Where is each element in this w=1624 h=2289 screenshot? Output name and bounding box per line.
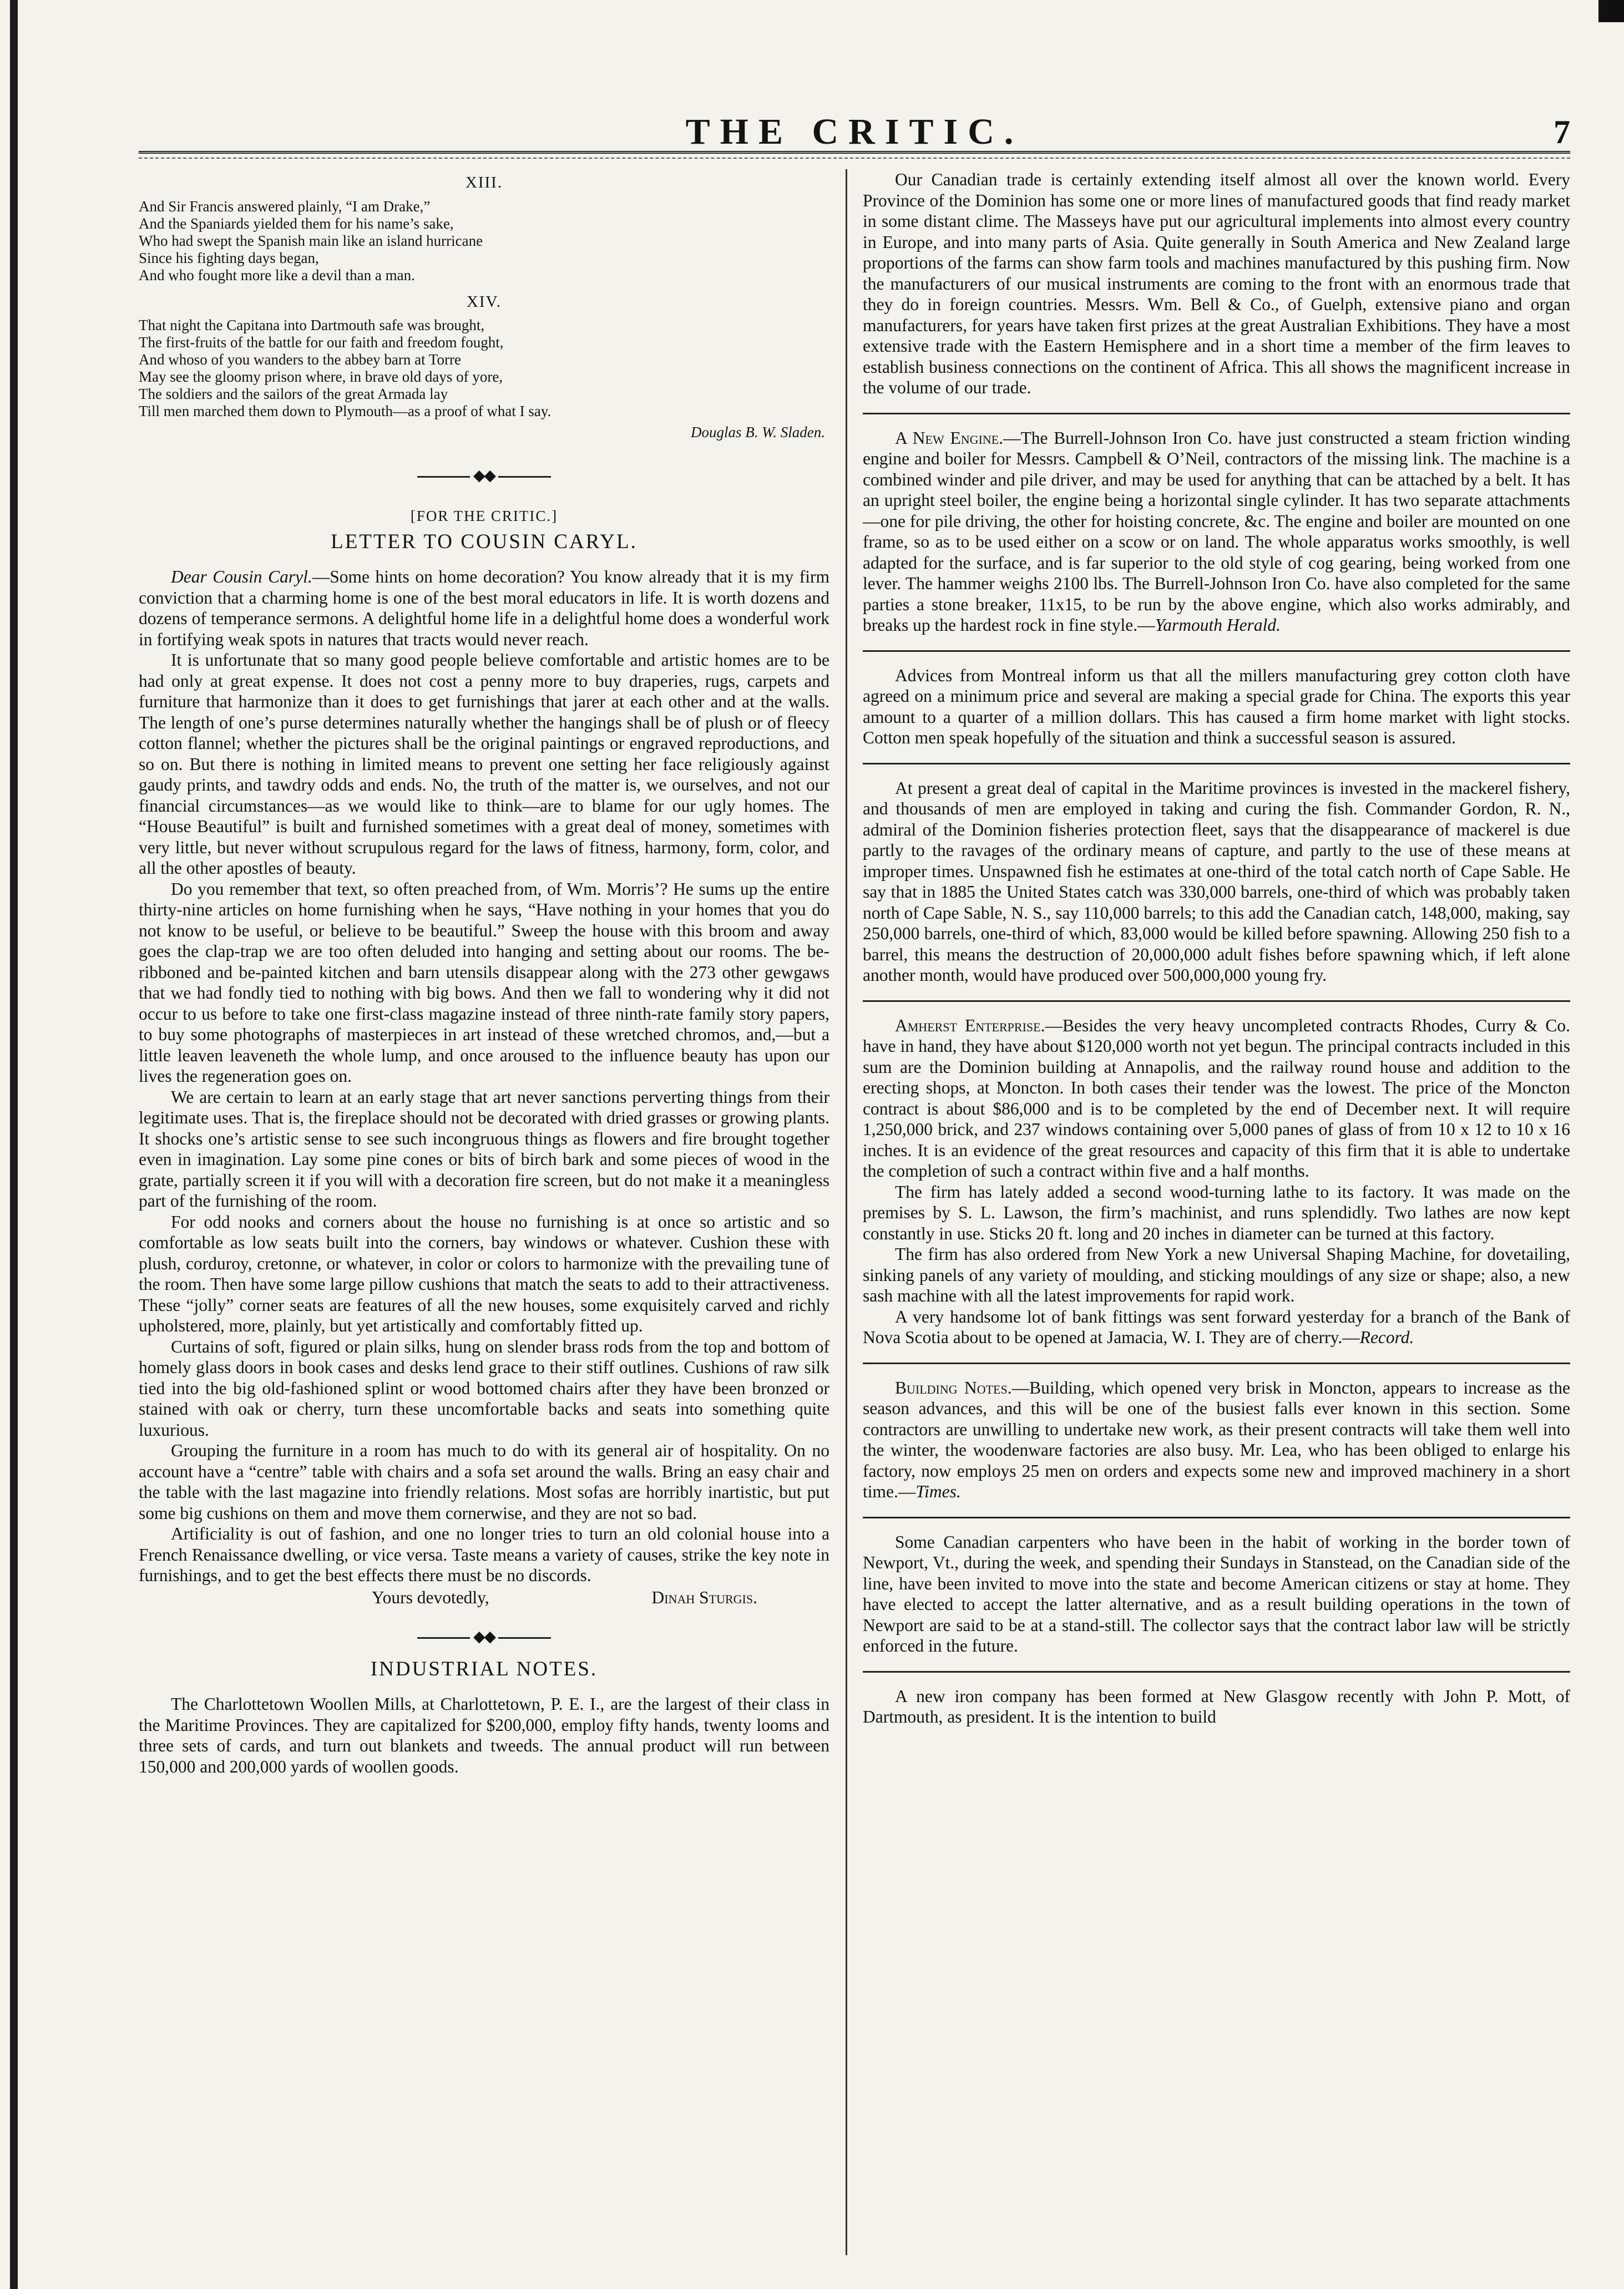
poem-line: Till men marched them down to Plymouth—as a proof of what I say. bbox=[139, 403, 552, 419]
article-amherst-paragraph: The firm has also ordered from New York a new Universal Shaping Machine, for dovetailing, sinking panels of any variety of moulding, and sticking mouldings of any size or shape; also, a new sash machine with all the latest improvements for rapid work. bbox=[863, 1244, 1570, 1305]
article-lead: Amherst Enterprise. bbox=[895, 1015, 1045, 1035]
article-source: Record. bbox=[1359, 1328, 1414, 1347]
industrial-headline: INDUSTRIAL NOTES. bbox=[370, 1657, 598, 1680]
poem-line: And Sir Francis answered plainly, “I am Drake,” bbox=[139, 197, 431, 215]
article-source: Times. bbox=[915, 1482, 961, 1501]
article-canadian-trade: Our Canadian trade is certainly extending itself almost all over the known world. Every Province of the Dominion has some one or more lines of manufactured goods that find ready market in some distant clime. The Masseys have put our agricultural implements into almost every country in Europe, and into many parts of Asia. Quite generally in South America and New Zealand large proportions of the farms can show farm tools and machines manufactured by this pushing firm. Now the manufacturers of our musical instruments are coming to the front with an enormous trade that they do in foreign countries. Messrs. Wm. Bell & Co., of Guelph, extensive piano and organ manufacturers, for years have taken first prizes at the great Australian Exhibitions. They have a most extensive trade with the Eastern Hemisphere and in a short time a member of the firm leaves to establish business connections on the continent of Africa. This all shows the magnificent increase in the volume of our trade. bbox=[863, 170, 1570, 397]
industrial-paragraph: The Charlottetown Woollen Mills, at Charlottetown, P. E. I., are the largest of their class in the Maritime Provinces. They are capitalized for $200,000, employ fifty hands, twenty looms and three sets of cards, and turn out blankets and tweeds. The annual product will run between 150,000 and 200,000 yards of woollen goods. bbox=[139, 1694, 829, 1776]
section-rule bbox=[863, 1363, 1570, 1364]
masthead-title: THE CRITIC. bbox=[685, 112, 1024, 152]
poem-stanza bbox=[139, 198, 829, 284]
section-rule bbox=[863, 1517, 1570, 1518]
article-iron-company: A new iron company has been formed at New Glasgow recently with John P. Mott, of Dartmouth, as president. It is the intention to build bbox=[863, 1686, 1570, 1726]
letter-paragraph: Dear Cousin Caryl.—Some hints on home decoration? You know already that it is my firm conviction that a charming home is one of the best moral educators in life. It is worth dozens and dozens of temperance sermons. A delightful home life in a delightful home does a wonderful work in fortifying weak spots in natures that tracts would never reach. bbox=[139, 567, 829, 649]
section-rule bbox=[863, 413, 1570, 414]
poem-attribution: Douglas B. W. Sladen. bbox=[691, 424, 825, 440]
letter-paragraph: Artificiality is out of fashion, and one no longer tries to turn an old colonial house into a French Renaissance dwelling, or vice versa. Taste means a variety of causes, strike the key note in furnishings, and to get the best effects there must be no discords. bbox=[139, 1524, 829, 1585]
poem-line: The first-fruits of the battle for our faith and freedom fought, bbox=[139, 334, 504, 351]
article-montreal: Advices from Montreal inform us that all the millers manufacturing grey cotton cloth have agreed on a minimum price and several are making a special grade for China. The exports this year amount to a quarter of a million dollars. This has caused a firm home market with light stocks. Cotton men speak hopefully of the situation and think a successful season is assured. bbox=[863, 665, 1570, 747]
header-rule bbox=[139, 151, 1570, 154]
poem-line: Since his fighting days began, bbox=[139, 249, 319, 266]
article-lead: A New Engine. bbox=[895, 428, 1004, 448]
page-number: 7 bbox=[1554, 114, 1570, 150]
stanza-number: XIII. bbox=[465, 174, 503, 191]
left-column bbox=[139, 169, 829, 2233]
article-amherst-paragraph: The firm has lately added a second wood-turning lathe to its factory. It was made on the premises by S. L. Lawson, the firm’s machinist, and runs splendidly. Two lathes are now kept constantly in use. Sticks 20 ft. long and 20 inches in diameter can be turned at this factory. bbox=[863, 1182, 1570, 1243]
letter-salutation: Dear Cousin Caryl. bbox=[171, 567, 312, 586]
poem-line: Who had swept the Spanish main like an island hurricane bbox=[139, 232, 483, 249]
letter-paragraph: We are certain to learn at an early stage that art never sanctions perverting things from their legitimate uses. That is, the fireplace should not be decorated with dried grasses or growing plants. It shocks one’s artistic sense to see such incongruous things as flowers and fire brought together even in imagination. Lay some pine cones or bits of birch bark and some pieces of wood in the grate, partially screen it if you will with a decoration fire screen, but do not make it a meaningless part of the furnishing of the room. bbox=[139, 1087, 829, 1211]
article-new-engine: A New Engine.—The Burrell-Johnson Iron Co. have just constructed a steam friction winding engine and boiler for Messrs. Campbell & O’Neil, contractors of the missing link. The machine is a combined winder and pile driver, and may be used for anything that can be attached by a belt. It has an upright steel boiler, the engine being a horizontal single cylinder. It has two separate attachments—one for pile driving, the other for hoisting concrete, &c. The engine and boiler are mounted on one frame, so as to be used either on a scow or on land. The whole apparatus works smoothly, is well adapted for the surface, and is far superior to the old style of cog gearing, being worked from one lever. The hammer weighs 2100 lbs. The Burrell-Johnson Iron Co. have also completed for the same parties a stone breaker, 11x15, to be run by the above engine, which also works admirably, and breaks up the hardest rock in fine style.—Yarmouth Herald. bbox=[863, 428, 1570, 635]
article-mackerel: At present a great deal of capital in the Maritime provinces is invested in the mackerel fishery, and thousands of men are employed in taking and curing the fish. Commander Gordon, R. N., admiral of the Dominion fisheries protection fleet, says that the disappearance of mackerel is due partly to the ravages of the ordinary means of capture, and partly to the use of these means at improper times. Unspawned fish he estimates at one-third of the total catch north of Cape Sable. He say that in 1885 the United States catch was 330,000 barrels, one-third of which was probably taken north of Cape Sable, N. S., say 110,000 barrels; to this add the Canadian catch, 148,000, making, say 250,000 barrels, one-third of which, 83,000 would be killed before spawning. Allowing 250 fish to a barrel, this means the destruction of 20,000,000 adult fishes before spawning which, if left alone another month, would have produced over 500,000,000 young fry. bbox=[863, 778, 1570, 985]
header-rule-dashed bbox=[139, 158, 1570, 159]
article-source: Yarmouth Herald. bbox=[1155, 615, 1281, 635]
section-ornament: ◆◆ bbox=[139, 1627, 829, 1648]
letter-paragraph: It is unfortunate that so many good people believe comfortable and artistic homes are to be had only at great expense. It does not cost a penny more to buy draperies, rugs, carpets and furniture that harmonize than it does to get furnishings that jarer at each other and at the walls. The length of one’s purse determines naturally whether the hangings shall be of plush or of fleecy cotton flannel; whether the pictures shall be the original paintings or engraved reproductions, and so on. But there is nothing in limited means to prevent one setting her face religiously against gaudy prints, and tawdry odds and ends. No, the truth of the matter is, we ourselves, and not our financial circumstances—as we would like to think—are to blame for our ugly homes. The “House Beautiful” is built and furnished sometimes with a great deal of money, sometimes with very little, but never without scrupulous regard for the laws of fitness, harmony, form, color, and all the other apostles of beauty. bbox=[139, 650, 829, 878]
article-amherst: Amherst Enterprise.—Besides the very heavy uncompleted contracts Rhodes, Curry & Co. have in hand, they have about $120,000 worth not yet begun. The principal contracts included in this sum are the Dominion building at Annapolis, and the railway round house and addition to the erecting shops, at Moncton. In both cases their tender was the lowest. The price of the Moncton contract is about $86,000 and is to be completed by the end of December next. It will require 1,250,000 brick, and 237 windows containing over 5,000 panes of glass of from 10 x 12 to 10 x 16 inches. It is an evidence of the great resources and capacity of this firm that it is able to undertake the completion of such a contract within five and a half months. bbox=[863, 1015, 1570, 1181]
section-ornament: ◆◆ bbox=[139, 465, 829, 487]
section-rule bbox=[863, 1000, 1570, 1002]
letter-signature: Dinah Sturgis. bbox=[651, 1587, 757, 1607]
stanza-number: XIV. bbox=[466, 292, 502, 311]
letter-closing: Yours devotedly, bbox=[372, 1587, 489, 1607]
scan-corner bbox=[1598, 0, 1624, 22]
poem-stanza bbox=[139, 317, 829, 420]
article-lead: Building Notes. bbox=[895, 1378, 1012, 1397]
column-divider bbox=[846, 169, 847, 2255]
section-rule bbox=[863, 763, 1570, 764]
scan-edge bbox=[10, 0, 18, 2289]
letter-headline: LETTER TO COUSIN CARYL. bbox=[331, 530, 638, 553]
letter-paragraph: Do you remember that text, so often preached from, of Wm. Morris’? He sums up the entire thirty-nine articles on home furnishing when he says, “Have nothing in your homes that you do not know to be useful, or believe to be beautiful.” Sweep the house with this broom and away goes the clap-trap we are too often deluded into hanging and setting about our rooms. The be-ribboned and be-painted kitchen and barn utensils disappear along with the 273 other gewgaws that we had fondly tied to nothing with big bows. And then we fall to wondering why it did not occur to us before to take one first-class magazine instead of three ninth-rate family story papers, to buy some photographs of masterpieces in art instead of these wretched chromos, and,—but a little leaven leaveneth the whole lump, and once aroused to the influence beauty has upon our lives the regeneration goes on. bbox=[139, 879, 829, 1086]
section-rule bbox=[863, 1671, 1570, 1673]
letter-paragraph: For odd nooks and corners about the house no furnishing is at once so artistic and so comfortable as low seats built into the corners, bay windows or whatever. Cushion these with plush, corduroy, cretonne, or whatever, in color or colors to harmonize with the prevailing tune of the room. Then have some large pillow cushions that match the seats to add to their attractiveness. These “jolly” corner seats are features of all the new houses, some exquisitely carved and richly upholstered, more, plainly, but yet artistically and comfortably fitted up. bbox=[139, 1212, 829, 1335]
right-column bbox=[863, 169, 1570, 2255]
poem-line: And the Spaniards yielded them for his name’s sake, bbox=[139, 215, 454, 232]
poem-line: That night the Capitana into Dartmouth safe was brought, bbox=[139, 317, 485, 333]
letter-paragraph: Curtains of soft, figured or plain silks, hung on slender brass rods from the top and bottom of homely glass doors in book cases and desks lend grace to their stiff outlines. Cushions of raw silk tied into the big old-fashioned splint or wood bottomed chairs after they have been bronzed or stained with oak or cherry, turn these uncomfortable backs and seats into something quite luxurious. bbox=[139, 1336, 829, 1440]
poem-line: And whoso of you wanders to the abbey barn at Torre bbox=[139, 351, 461, 368]
poem-line: And who fought more like a devil than a man. bbox=[139, 266, 415, 283]
section-rule bbox=[863, 650, 1570, 652]
poem-line: May see the gloomy prison where, in brave old days of yore, bbox=[139, 368, 503, 385]
letter-kicker: [FOR THE CRITIC.] bbox=[410, 508, 558, 524]
letter-paragraph: Grouping the furniture in a room has much to do with its general air of hospitality. On no account have a “centre” table with chairs and a sofa set around the walls. Bring an easy chair and the table with the last magazine into friendly relations. Most sofas are horribly inartistic, but put some big cushions on them and move them cornerwise, and they are not so bad. bbox=[139, 1441, 829, 1523]
letter-signature-line bbox=[139, 1587, 829, 1608]
article-amherst-paragraph: A very handsome lot of bank fittings was sent forward yesterday for a branch of the Bank of Nova Scotia about to be opened at Jamacia, W. I. They are of cherry.—Record. bbox=[863, 1306, 1570, 1347]
article-carpenters: Some Canadian carpenters who have been in the habit of working in the border town of Newport, Vt., during the week, and spending their Sundays in Stanstead, on the Canadian side of the line, have been invited to move into the state and become American citizens or stay at home. They have elected to accept the latter alternative, and as a result building operations in the town of Newport are said to be at a stand-still. The collector says that the contract labor law will be strictly enforced in the future. bbox=[863, 1532, 1570, 1655]
poem-line: The soldiers and the sailors of the great Armada lay bbox=[139, 386, 448, 402]
article-building: Building Notes.—Building, which opened very brisk in Moncton, appears to increase as the season advances, and this will be one of the busiest falls ever known in this section. Some contractors are unwilling to undertake new work, as their present contracts will take them well into the winter, the woodenware factories are also busy. Mr. Lea, who has been obliged to enlarge his factory, now employs 25 men on orders and expects some new and improved machinery in a short time.—Times. bbox=[863, 1378, 1570, 1501]
